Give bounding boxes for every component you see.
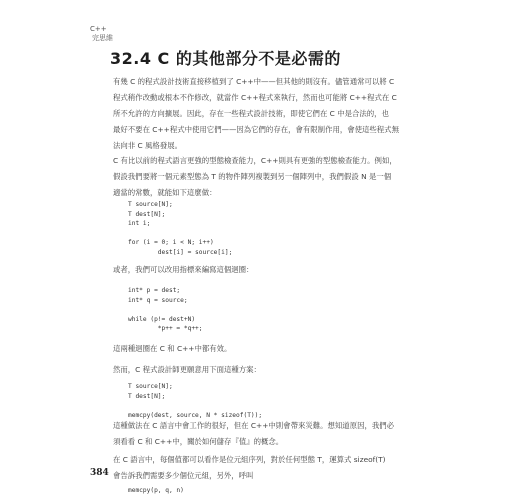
text-line: 這種做法在 C 語言中會工作的很好，但在 C++中則會帶來災難。想知道原因，我們必	[113, 421, 395, 430]
running-head-subtitle: 完思維	[92, 34, 113, 42]
running-head-book-title: C++	[90, 25, 107, 33]
text-line: 然而，C 程式設計師更願意用下面這種方案：	[113, 365, 261, 374]
text-line: C 有比以前的程式語言更強的型態檢查能力，C++則具有更強的型態檢查能力。例如，	[113, 156, 397, 165]
text-line: 須看看 C 和 C++中，關於如何儲存『值』的概念。	[113, 437, 284, 446]
paragraph-type-checking	[113, 153, 413, 201]
text-line: 所不允許的方向擴展。因此，存在一些程式設計技術，即使它們在 C 中是合法的，也	[113, 109, 389, 118]
text-line: 假設我們要將一個元素型態為 T 的物件陣列複製到另一個陣列中，我們假設 N 是一個	[113, 172, 392, 181]
paragraph-both-valid	[113, 341, 413, 357]
text-line: 有幾 C 的程式設計技術直接移植到了 C++中——但其他的則沒有。儘管通常可以將 C	[113, 77, 395, 86]
page-number: 384	[90, 468, 109, 478]
text-line: 適當的常數，就能如下這麼做：	[113, 188, 217, 197]
code-block-memcpy-call: memcpy(p, q, n)	[128, 487, 184, 494]
section-title: 32.4 C 的其他部分不是必需的	[110, 49, 341, 68]
text-line: 或者，我們可以改用指標來編寫這個迴圈：	[113, 265, 254, 274]
running-head	[90, 25, 113, 43]
text-line: 會告訴我們需要多少個位元組，另外，呼叫	[113, 471, 254, 480]
text-line: 最好不要在 C++程式中使用它們——因為它們的存在，會有限制作用，會使這些程式無	[113, 125, 399, 134]
code-block-array-loop: T source[N]; T dest[N]; int i; for (i = 0; i < N; i++) dest[i] = source[i];	[128, 201, 233, 256]
paragraph-pointer-intro	[113, 262, 413, 278]
text-line: 在 C 語言中，每個值都可以看作是位元組序列，對於任何型態 T，運算式 sizeof(T)	[113, 455, 386, 464]
paragraph-intro	[113, 74, 413, 154]
paragraph-byte-sequence	[113, 452, 413, 484]
code-block-pointer-loop: int* p = dest; int* q = source; while (p!= dest+N) *p++ = *q++;	[128, 287, 203, 333]
paragraph-memcpy-intro	[113, 362, 413, 378]
text-line: 這兩種迴圈在 C 和 C++中都有效。	[113, 344, 232, 353]
code-block-memcpy: T source[N]; T dest[N]; memcpy(dest, source, N * sizeof(T));	[128, 383, 263, 419]
text-line: 法向非 C 風格發展。	[113, 141, 182, 150]
paragraph-disaster	[113, 418, 413, 450]
text-line: 程式稍作改動或根本不作修改，就當作 C++程式來執行，然而也可能將 C++程式在 C	[113, 93, 397, 102]
